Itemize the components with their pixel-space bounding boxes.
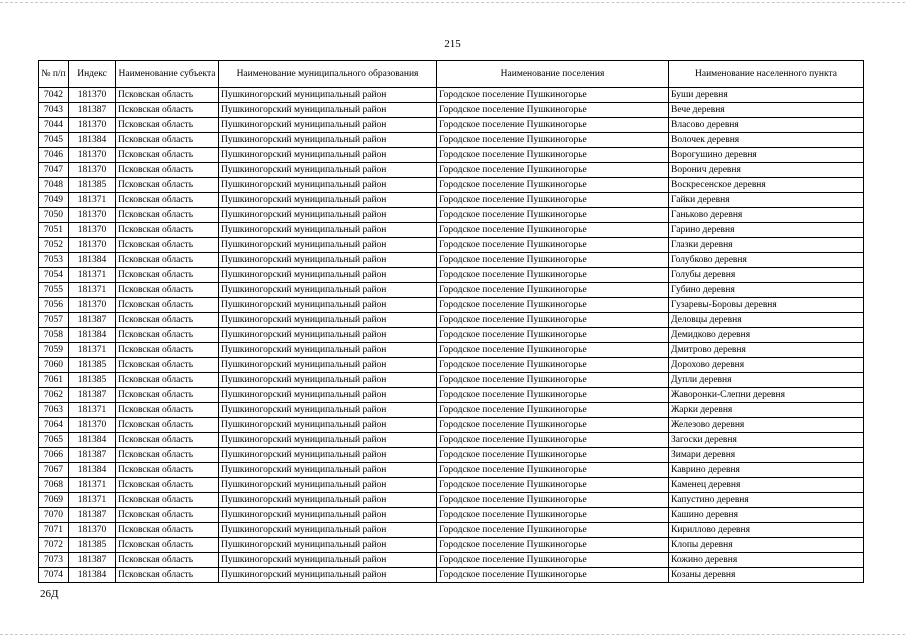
cell-municipality: Пушкиногорский муниципальный район bbox=[219, 553, 437, 568]
cell-settlement: Городское поселение Пушкиногорье bbox=[437, 403, 669, 418]
cell-subject: Псковская область bbox=[116, 448, 219, 463]
cell-municipality: Пушкиногорский муниципальный район bbox=[219, 103, 437, 118]
cell-municipality: Пушкиногорский муниципальный район bbox=[219, 343, 437, 358]
cell-locality: Железово деревня bbox=[669, 418, 864, 433]
cell-locality: Кожино деревня bbox=[669, 553, 864, 568]
cell-locality: Капустино деревня bbox=[669, 493, 864, 508]
cell-postal-index: 181370 bbox=[69, 208, 116, 223]
table-row bbox=[39, 208, 864, 223]
cell-settlement: Городское поселение Пушкиногорье bbox=[437, 148, 669, 163]
cell-subject: Псковская область bbox=[116, 523, 219, 538]
cell-postal-index: 181387 bbox=[69, 388, 116, 403]
cell-postal-index: 181370 bbox=[69, 238, 116, 253]
cell-locality: Дупли деревня bbox=[669, 373, 864, 388]
cell-settlement: Городское поселение Пушкиногорье bbox=[437, 313, 669, 328]
cell-number: 7046 bbox=[39, 148, 69, 163]
cell-postal-index: 181370 bbox=[69, 418, 116, 433]
footer-code: 26Д bbox=[40, 588, 59, 600]
cell-municipality: Пушкиногорский муниципальный район bbox=[219, 448, 437, 463]
cell-number: 7058 bbox=[39, 328, 69, 343]
cell-number: 7052 bbox=[39, 238, 69, 253]
cell-subject: Псковская область bbox=[116, 253, 219, 268]
localities-table bbox=[38, 60, 864, 583]
cell-subject: Псковская область bbox=[116, 388, 219, 403]
cell-subject: Псковская область bbox=[116, 133, 219, 148]
cell-subject: Псковская область bbox=[116, 178, 219, 193]
table-row bbox=[39, 238, 864, 253]
cell-settlement: Городское поселение Пушкиногорье bbox=[437, 538, 669, 553]
cell-settlement: Городское поселение Пушкиногорье bbox=[437, 568, 669, 583]
table-row bbox=[39, 268, 864, 283]
cell-postal-index: 181370 bbox=[69, 163, 116, 178]
cell-subject: Псковская область bbox=[116, 238, 219, 253]
cell-subject: Псковская область bbox=[116, 343, 219, 358]
cell-settlement: Городское поселение Пушкиногорье bbox=[437, 343, 669, 358]
cell-settlement: Городское поселение Пушкиногорье bbox=[437, 298, 669, 313]
table-row bbox=[39, 418, 864, 433]
cell-settlement: Городское поселение Пушкиногорье bbox=[437, 388, 669, 403]
table-row bbox=[39, 193, 864, 208]
cell-settlement: Городское поселение Пушкиногорье bbox=[437, 238, 669, 253]
cell-number: 7054 bbox=[39, 268, 69, 283]
cell-settlement: Городское поселение Пушкиногорье bbox=[437, 178, 669, 193]
cell-subject: Псковская область bbox=[116, 373, 219, 388]
cell-settlement: Городское поселение Пушкиногорье bbox=[437, 508, 669, 523]
cell-postal-index: 181370 bbox=[69, 223, 116, 238]
cell-subject: Псковская область bbox=[116, 223, 219, 238]
cell-postal-index: 181384 bbox=[69, 568, 116, 583]
cell-settlement: Городское поселение Пушкиногорье bbox=[437, 253, 669, 268]
table-row bbox=[39, 403, 864, 418]
table-row bbox=[39, 223, 864, 238]
cell-subject: Псковская область bbox=[116, 553, 219, 568]
cell-municipality: Пушкиногорский муниципальный район bbox=[219, 118, 437, 133]
cell-municipality: Пушкиногорский муниципальный район bbox=[219, 283, 437, 298]
cell-number: 7053 bbox=[39, 253, 69, 268]
table-row bbox=[39, 133, 864, 148]
cell-locality: Дорохово деревня bbox=[669, 358, 864, 373]
cell-locality: Загоски деревня bbox=[669, 433, 864, 448]
cell-municipality: Пушкиногорский муниципальный район bbox=[219, 133, 437, 148]
table-row bbox=[39, 478, 864, 493]
cell-subject: Псковская область bbox=[116, 478, 219, 493]
cell-subject: Псковская область bbox=[116, 418, 219, 433]
cell-number: 7047 bbox=[39, 163, 69, 178]
page-top-edge bbox=[0, 2, 905, 3]
cell-settlement: Городское поселение Пушкиногорье bbox=[437, 553, 669, 568]
cell-postal-index: 181384 bbox=[69, 433, 116, 448]
cell-locality: Кириллово деревня bbox=[669, 523, 864, 538]
cell-locality: Гарино деревня bbox=[669, 223, 864, 238]
cell-locality: Жарки деревня bbox=[669, 403, 864, 418]
cell-subject: Псковская область bbox=[116, 568, 219, 583]
cell-number: 7064 bbox=[39, 418, 69, 433]
table-row bbox=[39, 253, 864, 268]
cell-subject: Псковская область bbox=[116, 208, 219, 223]
cell-number: 7057 bbox=[39, 313, 69, 328]
table-row bbox=[39, 148, 864, 163]
cell-settlement: Городское поселение Пушкиногорье bbox=[437, 118, 669, 133]
cell-subject: Псковская область bbox=[116, 508, 219, 523]
cell-locality: Вече деревня bbox=[669, 103, 864, 118]
cell-settlement: Городское поселение Пушкиногорье bbox=[437, 418, 669, 433]
cell-locality: Демидково деревня bbox=[669, 328, 864, 343]
cell-settlement: Городское поселение Пушкиногорье bbox=[437, 358, 669, 373]
cell-number: 7061 bbox=[39, 373, 69, 388]
cell-municipality: Пушкиногорский муниципальный район bbox=[219, 178, 437, 193]
cell-locality: Козаны деревня bbox=[669, 568, 864, 583]
cell-municipality: Пушкиногорский муниципальный район bbox=[219, 253, 437, 268]
cell-postal-index: 181385 bbox=[69, 538, 116, 553]
cell-number: 7074 bbox=[39, 568, 69, 583]
cell-number: 7056 bbox=[39, 298, 69, 313]
cell-municipality: Пушкиногорский муниципальный район bbox=[219, 523, 437, 538]
table-row bbox=[39, 163, 864, 178]
cell-settlement: Городское поселение Пушкиногорье bbox=[437, 478, 669, 493]
cell-number: 7060 bbox=[39, 358, 69, 373]
cell-subject: Псковская область bbox=[116, 493, 219, 508]
cell-locality: Власово деревня bbox=[669, 118, 864, 133]
cell-number: 7063 bbox=[39, 403, 69, 418]
table-row bbox=[39, 433, 864, 448]
table-row bbox=[39, 388, 864, 403]
cell-subject: Псковская область bbox=[116, 463, 219, 478]
cell-postal-index: 181370 bbox=[69, 118, 116, 133]
cell-municipality: Пушкиногорский муниципальный район bbox=[219, 403, 437, 418]
cell-subject: Псковская область bbox=[116, 403, 219, 418]
cell-locality: Буши деревня bbox=[669, 88, 864, 103]
table-row bbox=[39, 538, 864, 553]
cell-municipality: Пушкиногорский муниципальный район bbox=[219, 418, 437, 433]
cell-settlement: Городское поселение Пушкиногорье bbox=[437, 268, 669, 283]
table-row bbox=[39, 313, 864, 328]
cell-settlement: Городское поселение Пушкиногорье bbox=[437, 133, 669, 148]
cell-municipality: Пушкиногорский муниципальный район bbox=[219, 463, 437, 478]
table-row bbox=[39, 463, 864, 478]
cell-locality: Зимари деревня bbox=[669, 448, 864, 463]
cell-subject: Псковская область bbox=[116, 433, 219, 448]
cell-subject: Псковская область bbox=[116, 163, 219, 178]
cell-locality: Глазки деревня bbox=[669, 238, 864, 253]
cell-locality: Каменец деревня bbox=[669, 478, 864, 493]
cell-subject: Псковская область bbox=[116, 538, 219, 553]
cell-postal-index: 181371 bbox=[69, 193, 116, 208]
cell-postal-index: 181371 bbox=[69, 403, 116, 418]
table-row bbox=[39, 568, 864, 583]
cell-locality: Голубково деревня bbox=[669, 253, 864, 268]
cell-postal-index: 181371 bbox=[69, 268, 116, 283]
cell-municipality: Пушкиногорский муниципальный район bbox=[219, 493, 437, 508]
cell-settlement: Городское поселение Пушкиногорье bbox=[437, 373, 669, 388]
cell-municipality: Пушкиногорский муниципальный район bbox=[219, 478, 437, 493]
cell-subject: Псковская область bbox=[116, 328, 219, 343]
cell-number: 7049 bbox=[39, 193, 69, 208]
cell-postal-index: 181370 bbox=[69, 88, 116, 103]
table-header-row bbox=[39, 61, 864, 88]
table-row bbox=[39, 283, 864, 298]
cell-number: 7065 bbox=[39, 433, 69, 448]
cell-settlement: Городское поселение Пушкиногорье bbox=[437, 328, 669, 343]
cell-municipality: Пушкиногорский муниципальный район bbox=[219, 358, 437, 373]
cell-number: 7059 bbox=[39, 343, 69, 358]
cell-number: 7044 bbox=[39, 118, 69, 133]
cell-postal-index: 181387 bbox=[69, 313, 116, 328]
cell-locality: Ганьково деревня bbox=[669, 208, 864, 223]
cell-locality: Воскресенское деревня bbox=[669, 178, 864, 193]
cell-municipality: Пушкиногорский муниципальный район bbox=[219, 88, 437, 103]
cell-municipality: Пушкиногорский муниципальный район bbox=[219, 163, 437, 178]
header-no: № п/п bbox=[39, 61, 69, 88]
cell-postal-index: 181384 bbox=[69, 463, 116, 478]
cell-locality: Воронич деревня bbox=[669, 163, 864, 178]
cell-municipality: Пушкиногорский муниципальный район bbox=[219, 238, 437, 253]
table-row bbox=[39, 88, 864, 103]
cell-municipality: Пушкиногорский муниципальный район bbox=[219, 193, 437, 208]
cell-subject: Псковская область bbox=[116, 118, 219, 133]
table-row bbox=[39, 373, 864, 388]
table-row bbox=[39, 298, 864, 313]
cell-number: 7070 bbox=[39, 508, 69, 523]
header-index: Индекс bbox=[69, 61, 116, 88]
page-number: 215 bbox=[444, 38, 461, 50]
table-row bbox=[39, 328, 864, 343]
table-row bbox=[39, 103, 864, 118]
cell-settlement: Городское поселение Пушкиногорье bbox=[437, 103, 669, 118]
cell-number: 7050 bbox=[39, 208, 69, 223]
cell-number: 7045 bbox=[39, 133, 69, 148]
cell-settlement: Городское поселение Пушкиногорье bbox=[437, 523, 669, 538]
table-row bbox=[39, 358, 864, 373]
cell-subject: Псковская область bbox=[116, 103, 219, 118]
cell-postal-index: 181387 bbox=[69, 448, 116, 463]
cell-municipality: Пушкиногорский муниципальный район bbox=[219, 298, 437, 313]
cell-number: 7072 bbox=[39, 538, 69, 553]
cell-postal-index: 181384 bbox=[69, 328, 116, 343]
table-row bbox=[39, 508, 864, 523]
table-body bbox=[39, 88, 864, 583]
cell-number: 7071 bbox=[39, 523, 69, 538]
cell-municipality: Пушкиногорский муниципальный район bbox=[219, 433, 437, 448]
cell-locality: Кашино деревня bbox=[669, 508, 864, 523]
cell-locality: Гайки деревня bbox=[669, 193, 864, 208]
table-row bbox=[39, 493, 864, 508]
cell-settlement: Городское поселение Пушкиногорье bbox=[437, 493, 669, 508]
cell-locality: Деловцы деревня bbox=[669, 313, 864, 328]
cell-postal-index: 181371 bbox=[69, 283, 116, 298]
table-row bbox=[39, 553, 864, 568]
header-locality: Наименование населенного пункта bbox=[669, 61, 864, 88]
cell-subject: Псковская область bbox=[116, 358, 219, 373]
cell-postal-index: 181387 bbox=[69, 553, 116, 568]
cell-settlement: Городское поселение Пушкиногорье bbox=[437, 88, 669, 103]
cell-settlement: Городское поселение Пушкиногорье bbox=[437, 208, 669, 223]
page-bottom-edge bbox=[0, 634, 905, 635]
cell-postal-index: 181384 bbox=[69, 253, 116, 268]
cell-postal-index: 181371 bbox=[69, 493, 116, 508]
cell-subject: Псковская область bbox=[116, 88, 219, 103]
table-row bbox=[39, 178, 864, 193]
table-header bbox=[39, 61, 864, 88]
cell-postal-index: 181385 bbox=[69, 358, 116, 373]
cell-subject: Псковская область bbox=[116, 268, 219, 283]
cell-locality: Волочек деревня bbox=[669, 133, 864, 148]
cell-municipality: Пушкиногорский муниципальный район bbox=[219, 508, 437, 523]
cell-number: 7042 bbox=[39, 88, 69, 103]
cell-municipality: Пушкиногорский муниципальный район bbox=[219, 313, 437, 328]
table-row bbox=[39, 448, 864, 463]
cell-postal-index: 181385 bbox=[69, 373, 116, 388]
cell-settlement: Городское поселение Пушкиногорье bbox=[437, 223, 669, 238]
cell-municipality: Пушкиногорский муниципальный район bbox=[219, 538, 437, 553]
cell-locality: Жаворонки-Слепни деревня bbox=[669, 388, 864, 403]
cell-settlement: Городское поселение Пушкиногорье bbox=[437, 193, 669, 208]
cell-municipality: Пушкиногорский муниципальный район bbox=[219, 268, 437, 283]
cell-municipality: Пушкиногорский муниципальный район bbox=[219, 208, 437, 223]
cell-municipality: Пушкиногорский муниципальный район bbox=[219, 373, 437, 388]
cell-municipality: Пушкиногорский муниципальный район bbox=[219, 223, 437, 238]
cell-locality: Голубы деревня bbox=[669, 268, 864, 283]
cell-number: 7068 bbox=[39, 478, 69, 493]
cell-number: 7073 bbox=[39, 553, 69, 568]
cell-postal-index: 181385 bbox=[69, 178, 116, 193]
cell-postal-index: 181370 bbox=[69, 148, 116, 163]
cell-number: 7055 bbox=[39, 283, 69, 298]
cell-postal-index: 181370 bbox=[69, 523, 116, 538]
cell-number: 7048 bbox=[39, 178, 69, 193]
cell-subject: Псковская область bbox=[116, 148, 219, 163]
cell-subject: Псковская область bbox=[116, 193, 219, 208]
cell-subject: Псковская область bbox=[116, 283, 219, 298]
cell-locality: Каврино деревня bbox=[669, 463, 864, 478]
cell-settlement: Городское поселение Пушкиногорье bbox=[437, 433, 669, 448]
cell-postal-index: 181370 bbox=[69, 298, 116, 313]
header-settlement: Наименование поселения bbox=[437, 61, 669, 88]
header-subject: Наименование субъекта bbox=[116, 61, 219, 88]
cell-number: 7066 bbox=[39, 448, 69, 463]
cell-subject: Псковская область bbox=[116, 313, 219, 328]
cell-number: 7069 bbox=[39, 493, 69, 508]
cell-municipality: Пушкиногорский муниципальный район bbox=[219, 568, 437, 583]
cell-locality: Дмитрово деревня bbox=[669, 343, 864, 358]
header-municipality: Наименование муниципального образования bbox=[219, 61, 437, 88]
cell-number: 7051 bbox=[39, 223, 69, 238]
cell-municipality: Пушкиногорский муниципальный район bbox=[219, 328, 437, 343]
cell-number: 7062 bbox=[39, 388, 69, 403]
cell-locality: Гузаревы-Боровы деревня bbox=[669, 298, 864, 313]
cell-number: 7043 bbox=[39, 103, 69, 118]
cell-locality: Ворогушино деревня bbox=[669, 148, 864, 163]
cell-postal-index: 181371 bbox=[69, 478, 116, 493]
cell-settlement: Городское поселение Пушкиногорье bbox=[437, 448, 669, 463]
cell-municipality: Пушкиногорский муниципальный район bbox=[219, 388, 437, 403]
cell-settlement: Городское поселение Пушкиногорье bbox=[437, 163, 669, 178]
cell-subject: Псковская область bbox=[116, 298, 219, 313]
cell-postal-index: 181387 bbox=[69, 508, 116, 523]
table-row bbox=[39, 523, 864, 538]
cell-locality: Губино деревня bbox=[669, 283, 864, 298]
cell-municipality: Пушкиногорский муниципальный район bbox=[219, 148, 437, 163]
table-row bbox=[39, 343, 864, 358]
cell-settlement: Городское поселение Пушкиногорье bbox=[437, 283, 669, 298]
cell-postal-index: 181387 bbox=[69, 103, 116, 118]
cell-postal-index: 181371 bbox=[69, 343, 116, 358]
cell-number: 7067 bbox=[39, 463, 69, 478]
cell-locality: Клопы деревня bbox=[669, 538, 864, 553]
cell-postal-index: 181384 bbox=[69, 133, 116, 148]
cell-settlement: Городское поселение Пушкиногорье bbox=[437, 463, 669, 478]
table-row bbox=[39, 118, 864, 133]
